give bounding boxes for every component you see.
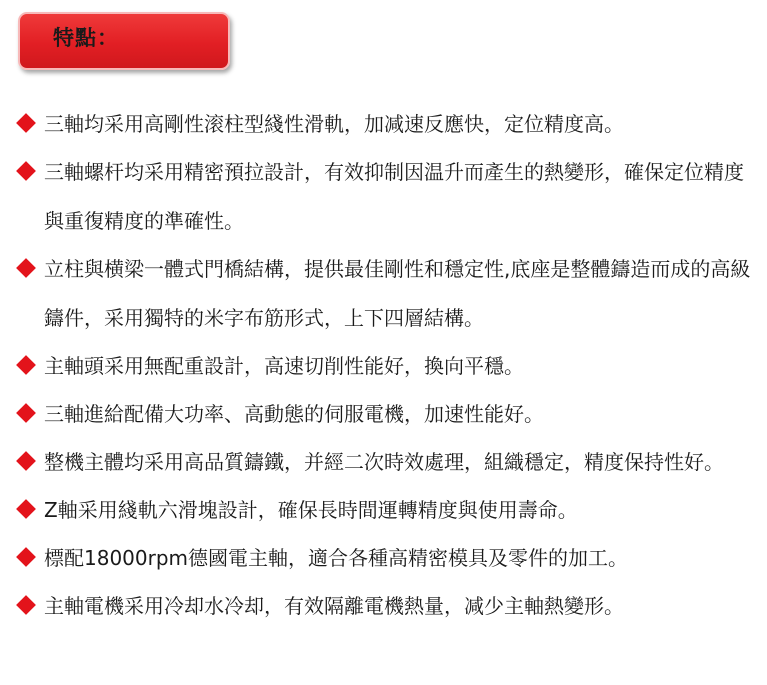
red-diamond-bullet-icon [16,547,36,567]
feature-item [17,534,762,583]
feature-text: 三軸螺杆均采用精密預拉設計，有效抑制因温升而產生的熱變形，確保定位精度與重復精度的準確性。 [44,160,744,233]
red-diamond-bullet-icon [16,355,36,375]
feature-item [17,390,762,439]
red-diamond-bullet-icon [16,499,36,519]
section-title-badge [18,12,230,70]
feature-item [17,342,762,391]
feature-item [17,486,762,535]
section-title: 特點： [53,26,119,50]
red-diamond-bullet-icon [16,451,36,471]
feature-text: 主軸電機采用冷却水冷却，有效隔離電機熱量，减少主軸熱變形。 [44,594,624,618]
feature-text: 三軸均采用高剛性滚柱型綫性滑軌，加减速反應快，定位精度高。 [44,112,624,136]
feature-item [17,148,762,246]
feature-text: 立柱與横梁一體式門橋結構，提供最佳剛性和穩定性,底座是整體鑄造而成的高級鑄件，采用獨特的米字布筋形式，上下四層結構。 [44,257,751,330]
feature-item [17,582,762,631]
red-diamond-bullet-icon [16,113,36,133]
feature-text: 主軸頭采用無配重設計，高速切削性能好，換向平穩。 [44,354,524,378]
feature-item [17,100,762,149]
feature-text: 標配18000rpm德國電主軸，適合各種高精密模具及零件的加工。 [44,546,629,570]
red-diamond-bullet-icon [16,258,36,278]
feature-item [17,245,762,343]
feature-text: 整機主體均采用高品質鑄鐵，并經二次時效處理，組織穩定，精度保持性好。 [44,450,724,474]
red-diamond-bullet-icon [16,403,36,423]
feature-item [17,438,762,487]
red-diamond-bullet-icon [16,161,36,181]
red-diamond-bullet-icon [16,595,36,615]
feature-text: Z軸采用綫軌六滑塊設計，確保長時間運轉精度與使用壽命。 [44,498,578,522]
feature-list [17,100,762,630]
feature-text: 三軸進給配備大功率、高動態的伺服電機，加速性能好。 [44,402,544,426]
